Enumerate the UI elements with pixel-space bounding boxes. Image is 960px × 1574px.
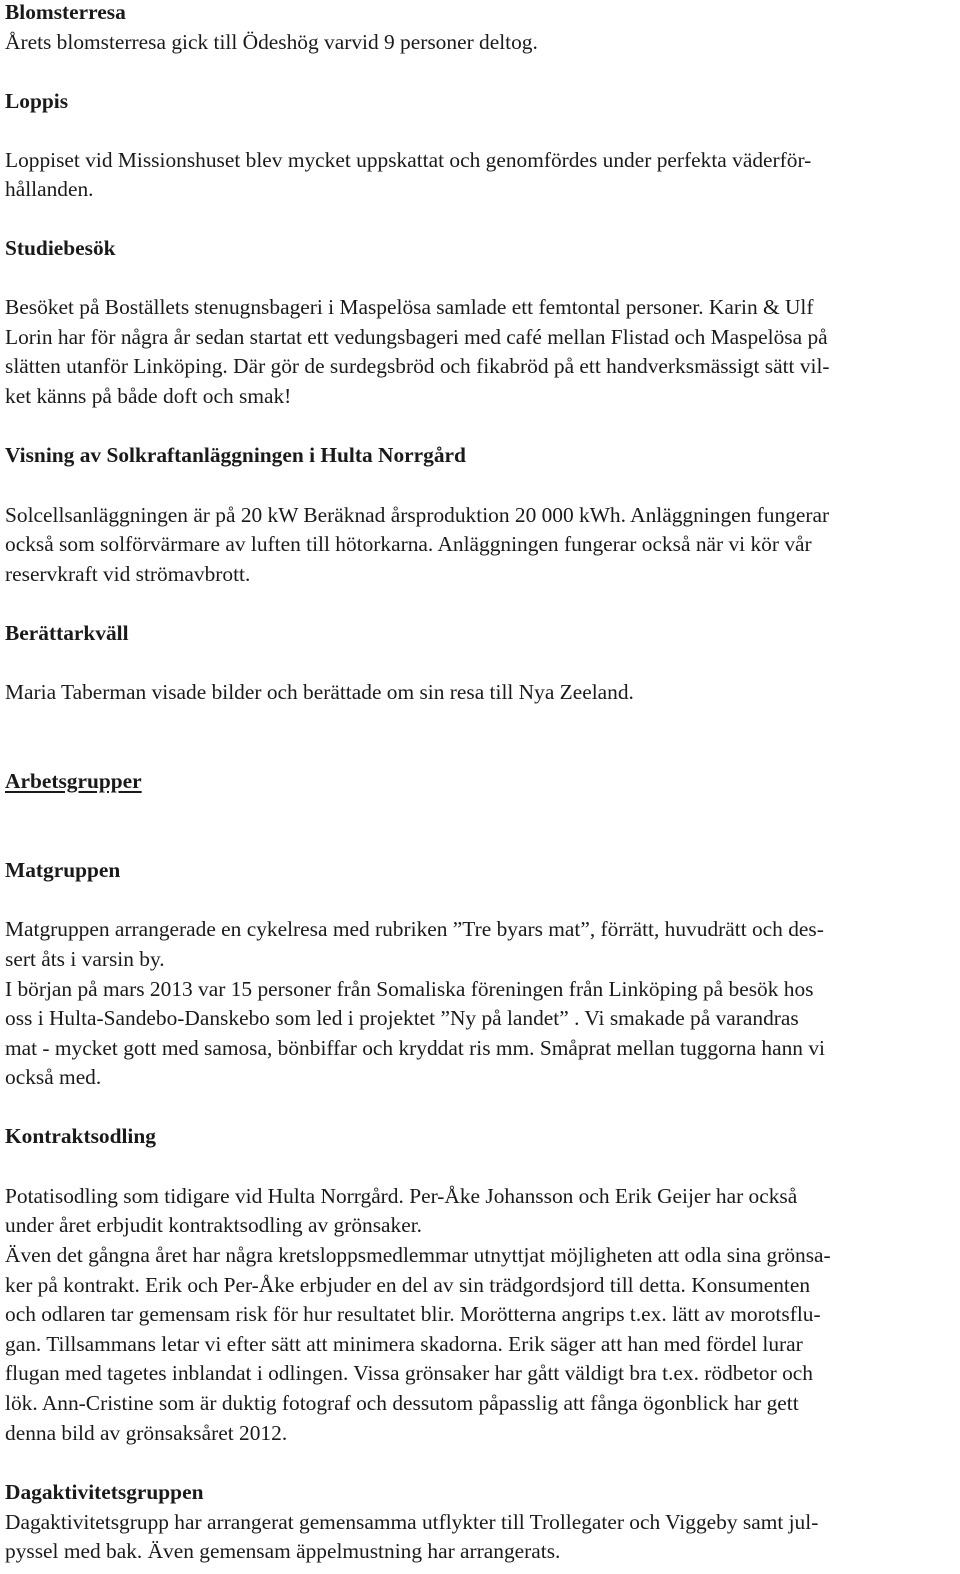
paragraph-line: också med. [5, 1065, 102, 1089]
heading-loppis: Loppis [5, 89, 69, 113]
heading-kontraktsodling: Kontraktsodling [5, 1124, 156, 1148]
heading-berattarkvall: Berättarkväll [5, 621, 129, 645]
paragraph-line: I början på mars 2013 var 15 personer från Somaliska föreningen från Linköping på besök hos [5, 977, 814, 1001]
paragraph-line: Matgruppen arrangerade en cykelresa med rubriken ”Tre byars mat”, förrätt, huvudrätt och des- [5, 917, 824, 941]
paragraph-line: mat - mycket gott med samosa, bönbiffar och kryddat ris mm. Småprat mellan tuggorna hann vi [5, 1036, 825, 1060]
paragraph-line: hållanden. [5, 177, 94, 201]
paragraph-line: Potatisodling som tidigare vid Hulta Norrgård. Per-Åke Johansson och Erik Geijer har också [5, 1184, 798, 1208]
paragraph-line: ket känns på både doft och smak! [5, 384, 292, 408]
paragraph-line: Solcellsanläggningen är på 20 kW Beräknad årsproduktion 20 000 kWh. Anläggningen fungerar [5, 503, 830, 527]
paragraph-line: och odlaren tar gemensam risk för hur resultatet blir. Morötterna angrips t.ex. lätt av morotsflu- [5, 1302, 821, 1326]
paragraph-line: oss i Hulta-Sandebo-Danskebo som led i projektet ”Ny på landet” . Vi smakade på varandras [5, 1006, 799, 1030]
heading-dagaktivitetsgruppen: Dagaktivitetsgruppen [5, 1480, 204, 1504]
paragraph-line: också som solförvärmare av luften till hötorkarna. Anläggningen fungerar också när vi kör vår [5, 532, 812, 556]
paragraph-line: sert åts i varsin by. [5, 947, 165, 971]
heading-studiebesok: Studiebesök [5, 236, 116, 260]
paragraph-line: Besöket på Boställets stenugnsbageri i Maspelösa samlade ett femtontal personer. Karin & Ulf [5, 295, 814, 319]
paragraph-line: pyssel med bak. Även gemensam äppelmustning har arrangerats. [5, 1539, 561, 1563]
paragraph-line: under året erbjudit kontraktsodling av grönsaker. [5, 1213, 423, 1237]
paragraph-line: gan. Tillsammans letar vi efter sätt att minimera skadorna. Erik säger att han med fördel lurar [5, 1332, 803, 1356]
paragraph-line: reservkraft vid strömavbrott. [5, 562, 251, 586]
paragraph-line: Dagaktivitetsgrupp har arrangerat gemensamma utflykter till Trollegater och Viggeby samt jul- [5, 1510, 819, 1534]
paragraph-line: lök. Ann-Cristine som är duktig fotograf och dessutom påpasslig att fånga ögonblick har gett [5, 1391, 799, 1415]
paragraph-line: Årets blomsterresa gick till Ödeshög varvid 9 personer deltog. [5, 30, 538, 54]
paragraph-line: Lorin har för några år sedan startat ett vedungsbageri med café mellan Flistad och Maspelösa på [5, 325, 828, 349]
heading-solkraft: Visning av Solkraftanläggningen i Hulta Norrgård [5, 443, 466, 467]
paragraph-line: Maria Taberman visade bilder och berättade om sin resa till Nya Zeeland. [5, 680, 634, 704]
paragraph-line: Även det gångna året har några kretsloppsmedlemmar utnyttjat möjligheten att odla sina grönsa- [5, 1243, 831, 1267]
paragraph-line: denna bild av grönsaksåret 2012. [5, 1421, 288, 1445]
paragraph-line: flugan med tagetes inblandat i odlingen. Vissa grönsaker har gått väldigt bra t.ex. rödbetor och [5, 1361, 813, 1385]
paragraph-line: ker på kontrakt. Erik och Per-Åke erbjuder en del av sin trädgordsjord till detta. Konsumenten [5, 1273, 811, 1297]
paragraph-line: slätten utanför Linköping. Där gör de surdegsbröd och fikabröd på ett handverksmässigt sätt vil- [5, 354, 830, 378]
heading-blomsterresa: Blomsterresa [5, 0, 126, 24]
heading-matgruppen: Matgruppen [5, 858, 121, 882]
paragraph-line: Loppiset vid Missionshuset blev mycket uppskattat och genomfördes under perfekta väderför- [5, 148, 812, 172]
heading-arbetsgrupper: Arbetsgrupper [5, 769, 142, 793]
